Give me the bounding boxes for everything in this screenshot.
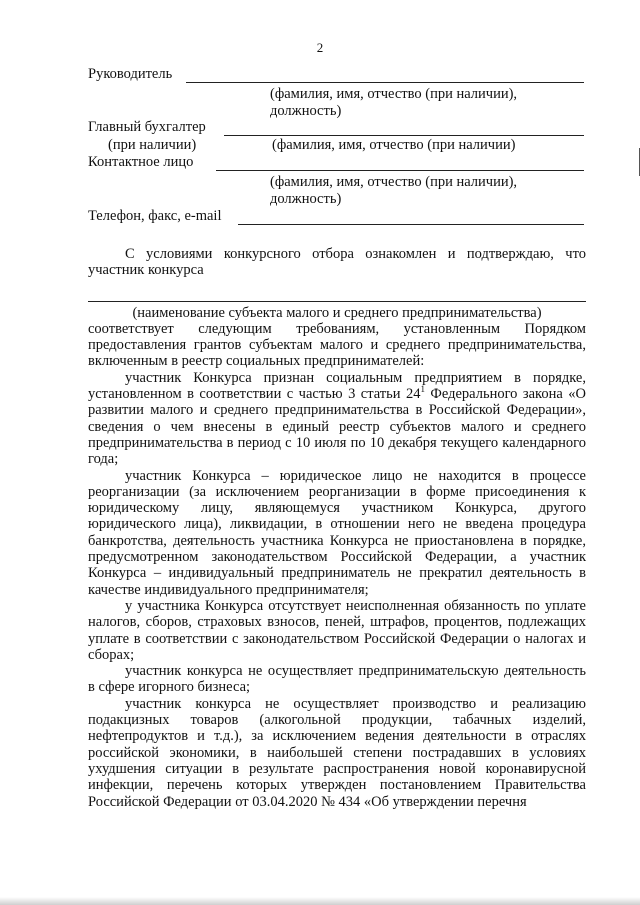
requirement-no-tax-debt: у участника Конкурса отсутствует неисполненная обязанность по уплате налогов, сборов, страховых взносов, пеней, штрафов, процентов, подлежащих уплате в соответствии с законодательством Российской Федерации о налогах и сборах;	[88, 597, 586, 663]
entity-hint: (наименование субъекта малого и среднего предпринимательства)	[132, 304, 542, 321]
requirements-lead: соответствует следующим требованиям, установленным Порядком предоставления грантов субъектам малого и среднего предпринимательства, включенным в реестр социальных предпринимателей:	[88, 320, 586, 370]
contact-label: Контактное лицо	[88, 154, 194, 170]
accountant-hint: (фамилия, имя, отчество (при наличии)	[272, 137, 516, 153]
accountant-signature-line	[224, 135, 584, 136]
requirement-no-excise-goods: участник конкурса не осуществляет производство и реализацию подакцизных товаров (алкогольной продукции, табачных изделий, нефтепродуктов и т.д.), за исключением ведения деятельности в отраслях российской экономики, в наибольшей степени пострадавших в условиях ухудшения ситуации в результате распространения новой коронавирусной инфекции, перечень которых утвержден постановлением Правительства Российской Федерации от 03.04.2020 № 434 «Об утверждении перечня	[88, 695, 586, 810]
contact-signature-line	[216, 170, 584, 171]
page-number: 2	[316, 40, 324, 55]
intro-paragraph: С условиями конкурсного отбора ознакомлен и подтверждаю, что участник конкурса	[88, 246, 586, 279]
scan-bottom-shadow	[0, 897, 640, 905]
phone-label: Телефон, факс, e-mail	[88, 208, 222, 224]
entity-name-line	[88, 301, 586, 302]
article-superscript: 1	[420, 384, 425, 395]
head-signature-line	[186, 82, 584, 83]
requirement-no-gambling: участник конкурса не осуществляет предпринимательскую деятельность в сфере игорного бизнеса;	[88, 663, 586, 696]
contact-hint: (фамилия, имя, отчество (при наличии), должность)	[270, 174, 518, 207]
head-label: Руководитель	[88, 66, 173, 82]
accountant-sublabel: (при наличии)	[108, 137, 197, 153]
requirement-no-reorganization: участник Конкурса – юридическое лицо не находится в процессе реорганизации (за исключением реорганизации в форме присоединения к юридическому лицу, являющемуся участником Конкурса, другого юридического лица), ликвидации, в отношении него не введена процедура банкротства, деятельность участника Конкурса не приостановлена в порядке, предусмотренном законодательством Российской Федерации, а участник Конкурса – индивидуальный предприниматель не прекратил деятельность в качестве индивидуального предпринимателя;	[88, 467, 586, 598]
requirement-social-enterprise: участник Конкурса признан социальным предприятием в порядке, установленном в соответствии с частью 3 статьи $24^1$ Федерального закона «О развитии малого и среднего предпринимательства в Российской Федерации», сведения о чем внесены в единый реестр субъектов малого и среднего предпринимательства в период с 10 июля по 10 декабря текущего календарного года;	[88, 369, 586, 468]
phone-line	[238, 224, 584, 225]
accountant-label: Главный бухгалтер	[88, 119, 206, 135]
document-body	[88, 246, 586, 810]
head-hint: (фамилия, имя, отчество (при наличии), должность)	[270, 86, 518, 119]
